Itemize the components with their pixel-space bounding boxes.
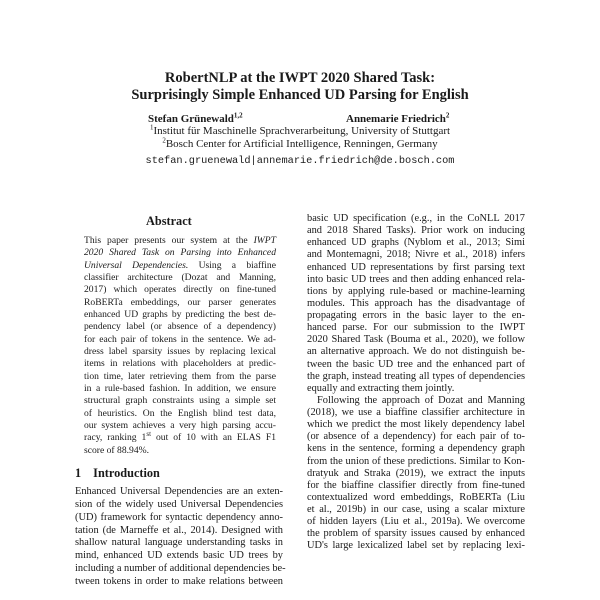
text-line: our system achieves a very high parsing accu- xyxy=(84,419,276,431)
affiliation-1: $^1$Institut für Maschinelle Sprachverarbeitung, University of Stuttgart xyxy=(149,123,451,137)
section-heading-introduction: 1 Introduction xyxy=(75,466,160,480)
text-line: dratyuk and Straka (2019), we extract the inputs xyxy=(307,467,525,479)
abstract-body xyxy=(84,235,276,457)
text-line: modules. This approach has the disadvantage of xyxy=(307,297,525,309)
text-line: hanced parse. For our submission to the IWPT xyxy=(307,322,525,334)
text-line: of hidden layers (Liu et al., 2019a). We overcome xyxy=(307,516,525,528)
text-line: and Montemagni, 2018; Nivre et al., 2018) infers xyxy=(307,249,525,261)
text-line: basic UD specification (e.g., in the CoNLL 2017 xyxy=(307,213,525,224)
text-line: into basic UD trees and then adding enhanced rela- xyxy=(307,273,525,285)
text-line: tween the basic UD tree and the enhanced part of xyxy=(307,358,525,370)
text-line: mind, enhanced UD extends basic UD trees by xyxy=(75,550,283,562)
text-line: items in relations with placeholders at predic- xyxy=(84,358,276,370)
text-line: 2020 Shared Task (Bouma et al., 2020), we follow xyxy=(307,334,525,346)
paper-title: RobertNLP at the IWPT 2020 Shared Task: Surprisingly Simple Enhanced UD Parsing for English xyxy=(131,70,469,103)
text-line: the problem of sparsity issues caused by enhanced xyxy=(307,528,525,540)
affiliation-2: $^2$Bosch Center for Artificial Intelligence, Renningen, Germany xyxy=(162,136,438,150)
text-line: sion of the widely used Universal Dependencies xyxy=(75,498,283,510)
text-line: tation (de Marneffe et al., 2014). Designed with xyxy=(75,524,283,536)
text-line: which we predict the most likely dependency label xyxy=(307,419,525,431)
introduction-body xyxy=(75,486,286,589)
text-line: (or absence of a dependency) for each pair of to- xyxy=(307,431,525,443)
text-line: shallow natural language understanding tasks in xyxy=(75,537,283,549)
text-line: equally and extracting them jointly. xyxy=(307,382,455,394)
text-line: propagating errors in the basic layer to the en- xyxy=(307,310,525,321)
text-line: structural graph constraints using a simple set xyxy=(84,395,276,407)
text-line: tions by applying rule-based or machine-learning xyxy=(307,285,525,297)
text-line: dress label sparsity issues by replacing lexical xyxy=(84,345,276,357)
text-line: racy, ranking 1st out of 10 with an ELAS F1 xyxy=(84,430,276,444)
text-line: Universal Dependencies. Using a biaffine xyxy=(84,259,276,271)
text-line: RoBERTa embeddings, our parser generates xyxy=(84,296,276,308)
text-line: contextualized word embeddings, RoBERTa (Liu xyxy=(307,491,525,503)
text-line: classifier architecture (Dozat and Manning, xyxy=(84,271,276,283)
text-line: kens in the sentence, forming a dependency graph xyxy=(307,443,525,455)
text-line: enhanced UD graphs (Nyblom et al., 2013; Simi xyxy=(307,237,525,249)
text-line: for the biaffine classifier directly from fine-tuned xyxy=(307,479,525,491)
text-line: (UD) framework for syntactic dependency anno- xyxy=(75,511,283,523)
text-line: UD's large lexicalized label set by replacing lexi- xyxy=(307,540,525,552)
text-line: Following the approach of Dozat and Manning xyxy=(317,394,525,406)
text-line: and 2018 Shared Tasks). Prior work on inducing xyxy=(307,225,525,237)
text-line: from the union of these predictions. Similar to Kon- xyxy=(307,455,525,467)
text-line: et al., 2019b) in our case, using a scalar mixture xyxy=(307,504,525,515)
text-line: in a rule-based fashion. In addition, we ensure xyxy=(84,382,276,394)
text-line: an alternative approach. We do not distinguish be- xyxy=(307,346,525,358)
abstract-heading: Abstract xyxy=(146,214,192,228)
author-1: Stefan Grünewald$^{1,2}$ xyxy=(148,111,243,125)
text-line: Enhanced Universal Dependencies are an exten- xyxy=(75,486,283,497)
text-line: 2017) which operates directly on fine-tuned xyxy=(84,284,276,296)
text-line: (2018), we use a biaffine classifier architecture in xyxy=(307,407,525,418)
text-line: for each pair of tokens in the sentence. We ad- xyxy=(84,333,276,345)
text-line: 2020 Shared Task on Parsing into Enhanced xyxy=(84,247,276,259)
text-line: pendency label (or absence of a dependency) xyxy=(84,321,276,333)
author-2: Annemarie Friedrich$^2$ xyxy=(346,111,450,125)
right-column-body xyxy=(307,213,525,553)
text-line: enhanced UD representations by first parsing text xyxy=(307,261,525,273)
text-line: tion time, later retrieving them from the parse xyxy=(84,370,276,382)
text-line: score of 88.94%. xyxy=(84,444,150,456)
email: stefan.gruenewald|annemarie.friedrich@de.bosch.com xyxy=(145,155,455,167)
text-line: the graph, instead treating all types of dependencies xyxy=(307,370,525,382)
text-line: This paper presents our system at the IWPT xyxy=(84,235,276,246)
text-line: of heuristics. On the English blind test data, xyxy=(84,407,276,419)
text-line: enhanced UD graphs by predicting the best de- xyxy=(84,308,276,320)
text-line: including a number of additional dependencies be- xyxy=(75,563,286,575)
text-line: tween tokens in order to make relations between xyxy=(75,576,283,588)
